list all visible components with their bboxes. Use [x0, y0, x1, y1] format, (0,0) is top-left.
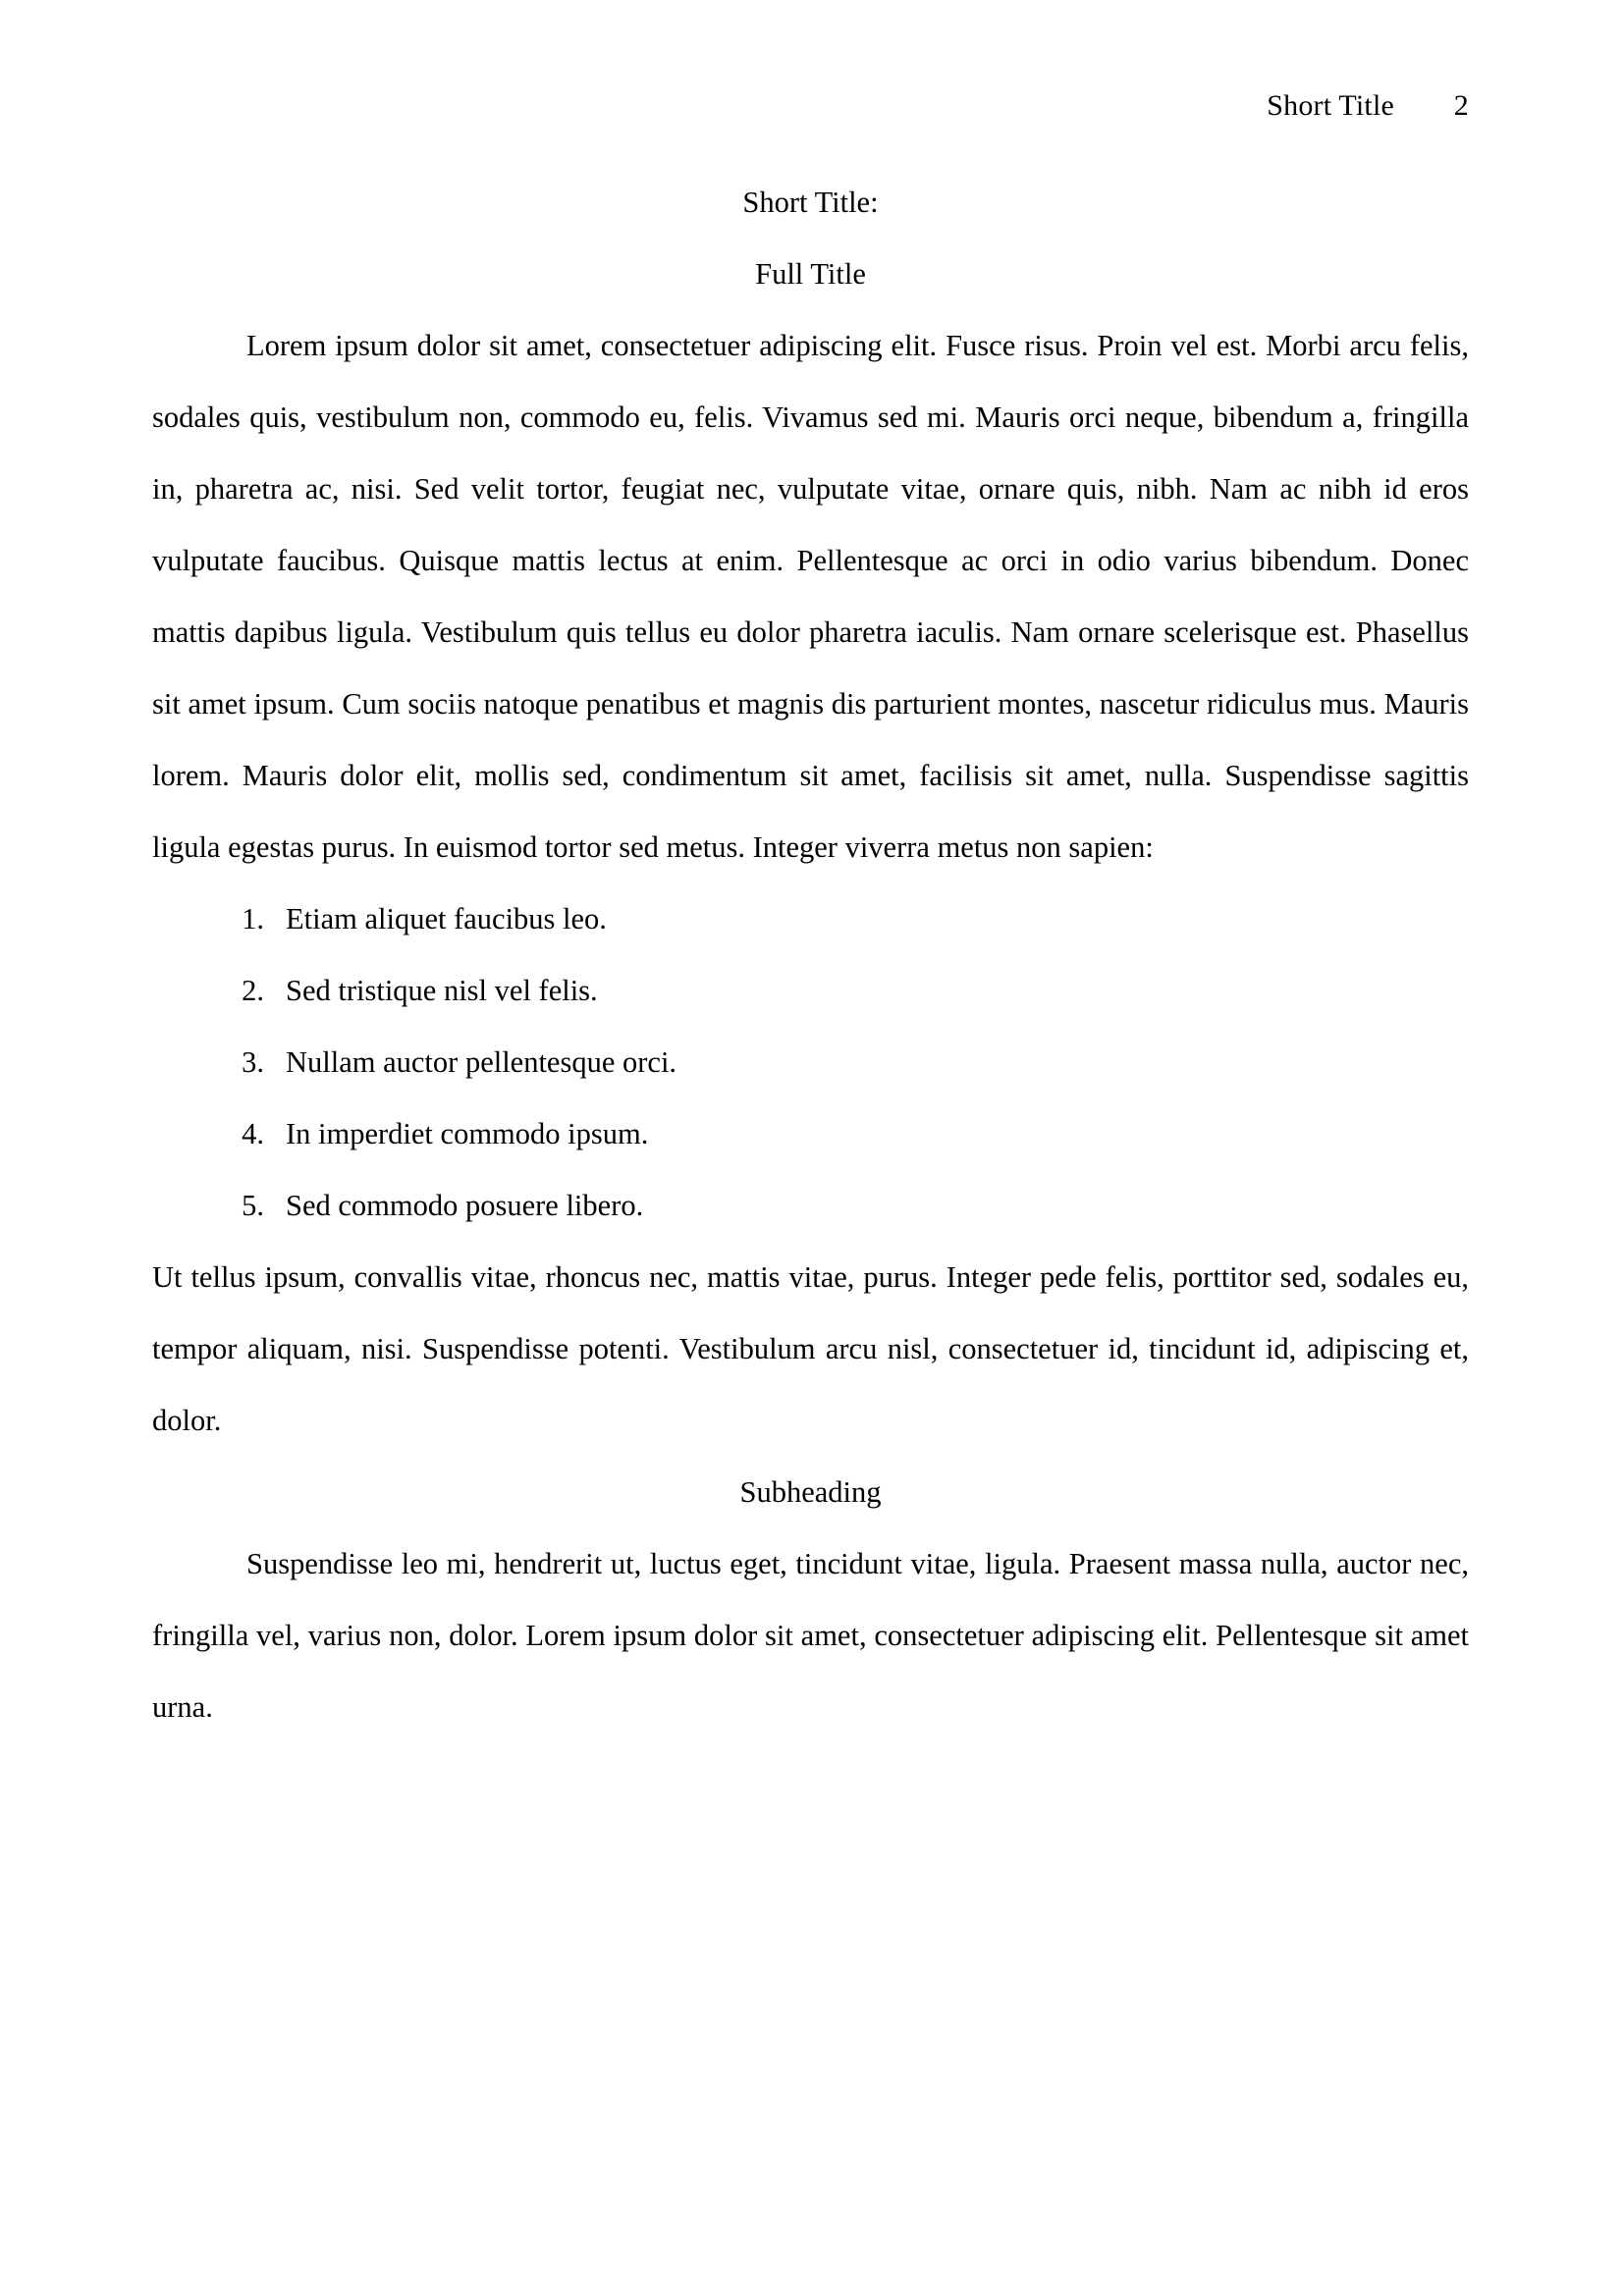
list-item [152, 955, 1469, 1027]
list-item-number: 1. [242, 902, 264, 935]
list-item-number: 3. [242, 1045, 264, 1079]
page-number: 2 [1453, 89, 1469, 122]
paragraph-intro: Lorem ipsum dolor sit amet, consectetuer adipiscing elit. Fusce risus. Proin vel est. Morbi arcu felis, sodales quis, vestibulum non, commodo eu, felis. Vivamus sed mi. Mauris orci neque, bibendum a, fringilla in, pharetra ac, nisi. Sed velit tortor, feugiat nec, vulputate vitae, ornare quis, nibh. Nam ac nibh id eros vulputate faucibus. Quisque mattis lectus at enim. Pellentesque ac orci in odio varius bibendum. Donec mattis dapibus ligula. Vestibulum quis tellus eu dolor pharetra iaculis. Nam ornare scelerisque est. Phasellus sit amet ipsum. Cum sociis natoque penatibus et magnis dis parturient montes, nascetur ridiculus mus. Mauris lorem. Mauris dolor elit, mollis sed, condimentum sit amet, facilisis sit amet, nulla. Suspendisse sagittis ligula egestas purus. In euismod tortor sed metus. Integer viverra metus non sapien: [152, 329, 1469, 864]
numbered-list [152, 883, 1469, 1242]
list-item [152, 1027, 1469, 1098]
paragraph-subheading-body: Suspendisse leo mi, hendrerit ut, luctus eget, tincidunt vitae, ligula. Praesent massa nulla, auctor nec, fringilla vel, varius non, dolor. Lorem ipsum dolor sit amet, consectetuer adipiscing elit. Pellentesque sit amet urna. [152, 1547, 1469, 1724]
list-item-text: Sed tristique nisl vel felis. [286, 974, 598, 1007]
list-item [152, 883, 1469, 955]
list-item [152, 1170, 1469, 1242]
subheading: Subheading [739, 1475, 882, 1509]
list-item-text: Nullam auctor pellentesque orci. [286, 1045, 677, 1079]
paragraph-after-list: Ut tellus ipsum, convallis vitae, rhoncus nec, mattis vitae, purus. Integer pede felis, porttitor sed, sodales eu, tempor aliquam, nisi. Suspendisse potenti. Vestibulum arcu nisl, consectetuer id, tincidunt id, adipiscing et, dolor. [152, 1260, 1469, 1437]
list-item-text: In imperdiet commodo ipsum. [286, 1117, 649, 1150]
list-item-number: 2. [242, 974, 264, 1007]
document-body [152, 167, 1469, 1743]
short-title-line: Short Title: [742, 186, 879, 219]
list-item-text: Etiam aliquet faucibus leo. [286, 902, 607, 935]
full-title-line: Full Title [755, 257, 866, 291]
list-item [152, 1098, 1469, 1170]
list-item-number: 5. [242, 1189, 264, 1222]
list-item-text: Sed commodo posuere libero. [286, 1189, 644, 1222]
list-item-number: 4. [242, 1117, 264, 1150]
running-head-title: Short Title [1267, 89, 1394, 122]
running-head [152, 91, 1469, 121]
